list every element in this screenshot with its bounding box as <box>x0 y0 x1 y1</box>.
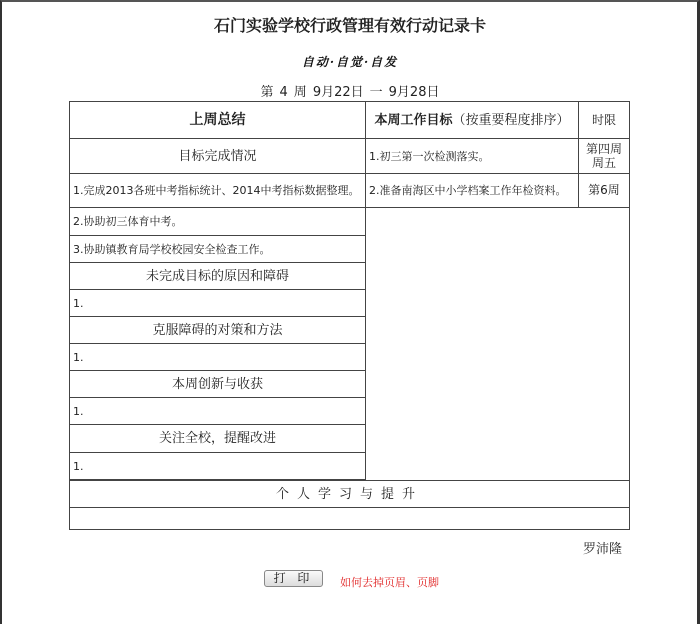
deadline-header: 时限 <box>579 102 630 139</box>
week-prefix: 第 <box>260 85 274 100</box>
summary-item: 1.完成2013各班中考指标统计、2014中考指标数据整理。 <box>70 174 366 208</box>
record-card-table <box>69 101 630 530</box>
this-week-goals-header <box>366 102 579 139</box>
personal-learning-header: 个人学习与提升 <box>70 481 630 508</box>
week-start: 9月22日 <box>312 85 364 100</box>
section-title-innovation: 本周创新与收获 <box>70 371 366 398</box>
summary-item: 2.协助初三体育中考。 <box>70 208 366 236</box>
summary-item: 1. <box>70 453 366 480</box>
goal-item: 2.准备南海区中小学档案工作年检资料。 <box>366 174 579 208</box>
week-end: 9月28日 <box>388 85 440 100</box>
goal-deadline: 第6周 <box>579 174 630 208</box>
goal-item: 1.初三第一次检测落实。 <box>366 139 579 174</box>
summary-item: 1. <box>70 398 366 425</box>
goals-empty-area <box>366 208 630 481</box>
section-title-countermeasures: 克服障碍的对策和方法 <box>70 317 366 344</box>
remove-header-footer-help-link[interactable]: 如何去掉页眉、页脚 <box>340 576 439 589</box>
summary-item: 1. <box>70 344 366 371</box>
section-title-goal-completion: 目标完成情况 <box>70 139 366 174</box>
week-range <box>0 81 700 100</box>
last-week-summary-header: 上周总结 <box>70 102 366 139</box>
goals-header-bold: 本周工作目标 <box>374 112 453 128</box>
week-dash: 一 <box>369 85 383 100</box>
motto: 自动·自觉·自发 <box>301 55 399 69</box>
goals-header-note: （按重要程度排序） <box>452 112 570 128</box>
signature-name: 罗沛隆 <box>583 542 623 557</box>
section-title-obstacles: 未完成目标的原因和障碍 <box>70 263 366 290</box>
week-number: 4 <box>279 85 288 100</box>
summary-item: 1. <box>70 290 366 317</box>
print-button[interactable]: 打 印 <box>264 570 323 587</box>
goal-deadline: 第四周周五 <box>579 139 630 174</box>
week-unit: 周 <box>293 85 307 100</box>
summary-item: 3.协助镇教育局学校校园安全检查工作。 <box>70 236 366 263</box>
personal-learning-content <box>70 508 630 530</box>
page-title: 石门实验学校行政管理有效行动记录卡 <box>213 16 486 35</box>
section-title-school-attention: 关注全校，提醒改进 <box>70 425 366 453</box>
